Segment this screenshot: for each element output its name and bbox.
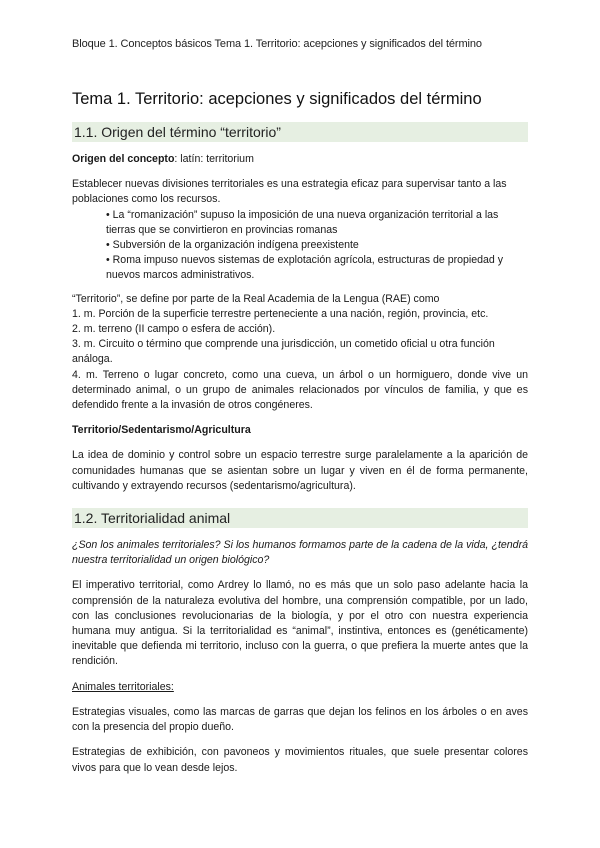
- imperative-paragraph: El imperativo territorial, como Ardrey lo llamó, no es más que un solo paso adelante hacia la comprensión de la naturaleza evolutiva del hombre, una comprensión compatible, por un lado, con las conclusiones revolucionarias de la biología, y por el otro con nuestra experiencia humana muy antigua. Si la territorialidad es “animal”, instintiva, entonces es (genéticamente) inevitable que defienda mi territorio, incluso con la guerra, o que prefiera la muerte antes que la rendición.: [72, 579, 528, 668]
- origin-text: : latín: territorium: [174, 153, 254, 165]
- sedentarism-paragraph: La idea de dominio y control sobre un espacio terrestre surge paralelamente a la aparición de comunidades humanas que se asientan sobre un lugar y viven en él de forma permanente, cultivando y extrayendo recursos (sedentarismo/agricultura).: [72, 449, 528, 492]
- definition-item: 2. m. terreno (II campo o esfera de acción).: [72, 323, 276, 336]
- visual-strategies-paragraph: Estrategias visuales, como las marcas de garras que dejan los felinos en los árboles o en aves con la presencia del propio dueño.: [72, 705, 528, 734]
- page-title: Tema 1. Territorio: acepciones y significados del término: [72, 90, 482, 108]
- animals-label: Animales territoriales:: [72, 680, 174, 693]
- list-item: • La “romanización” supuso la imposición de una nueva organización territorial a las tierras que se convirtieron en provincias romanas: [106, 208, 499, 236]
- question-paragraph: ¿Son los animales territoriales? Si los humanos formamos parte de la cadena de la vida, ¿tendrá nuestra territorialidad un origen biológico?: [72, 539, 528, 567]
- romanization-list: [72, 208, 528, 284]
- definition-item: 3. m. Circuito o término que comprende una jurisdicción, un cometido oficial u otra función análoga.: [72, 338, 495, 366]
- definition-item: 1. m. Porción de la superficie terrestre perteneciente a una nación, región, provincia, etc.: [72, 307, 489, 320]
- document-body: [72, 88, 528, 786]
- subheading-sedentarism: Territorio/Sedentarismo/Agricultura: [72, 424, 251, 437]
- section-heading-animal-territoriality: 1.2. Territorialidad animal: [72, 508, 528, 528]
- intro-paragraph: Establecer nuevas divisiones territoriales es una estrategia eficaz para supervisar tanto a las poblaciones como los recursos.: [72, 178, 507, 206]
- rae-intro: “Territorio”, se define por parte de la Real Academia de la Lengua (RAE) como: [72, 292, 440, 305]
- list-item: • Roma impuso nuevos sistemas de explotación agrícola, estructuras de propiedad y nuevos marcos administrativos.: [106, 254, 504, 282]
- origin-paragraph: [72, 152, 528, 167]
- origin-label: Origen del concepto: [72, 153, 175, 165]
- list-item: • Subversión de la organización indígena preexistente: [106, 239, 359, 252]
- definition-item: 4. m. Terreno o lugar concreto, como una cueva, un árbol o un hormiguero, donde vive un determinado animal, o un grupo de animales relacionados por vínculos de familia, y que es defendido frente a la invasión de otros congéneres.: [72, 368, 528, 412]
- running-header: Bloque 1. Conceptos básicos Tema 1. Territorio: acepciones y significados del término: [72, 38, 482, 50]
- exhibition-strategies-paragraph: Estrategias de exhibición, con pavoneos y movimientos rituales, que suele presentar colores vivos para que lo vean desde lejos.: [72, 746, 528, 774]
- rae-definitions: [72, 292, 528, 414]
- section-heading-origin: 1.1. Origen del término “territorio”: [72, 122, 528, 142]
